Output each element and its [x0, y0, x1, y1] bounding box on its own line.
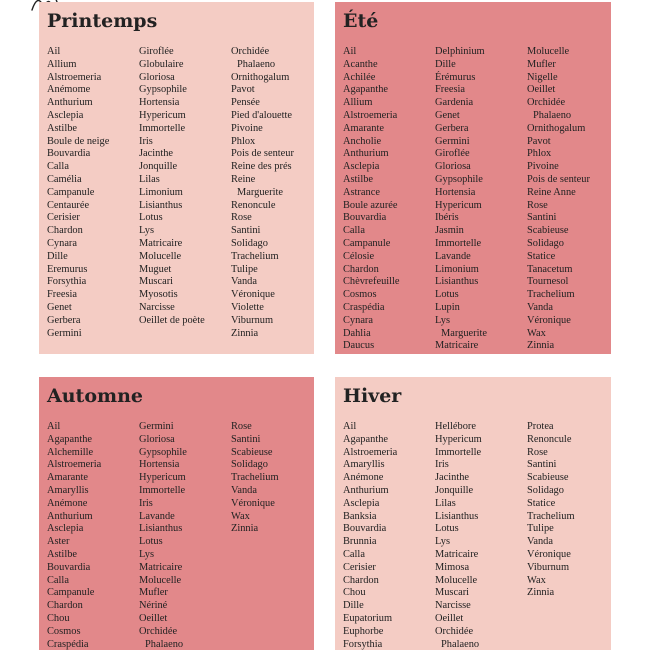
flower-name: Lupin [435, 301, 460, 313]
flower-name: Iris [139, 135, 153, 147]
flower-name: Jonquille [435, 484, 474, 496]
flower-name: Lisianthus [139, 199, 183, 211]
flower-name: Forsythia [47, 276, 87, 288]
flower-column [47, 46, 109, 340]
flower-name: Molucelle [435, 574, 478, 586]
flower-name: Pavot [231, 84, 255, 96]
flower-name: Gardenia [435, 97, 474, 109]
flower-name: Pied d'alouette [231, 109, 293, 121]
flower-name: Reine [231, 173, 256, 185]
flower-name: Campanule [343, 237, 391, 249]
flower-name: Matricaire [435, 548, 479, 560]
flower-name: Narcisse [139, 301, 175, 313]
flower-name: Lotus [435, 523, 459, 535]
flower-name: Ail [47, 421, 61, 432]
flower-name: Astrance [343, 186, 380, 198]
flower-name: Bouvardia [343, 523, 387, 535]
flower-name: Asclepia [343, 161, 380, 173]
flower-name: Phlox [527, 148, 552, 160]
flower-column [139, 46, 205, 328]
flower-name: Scabieuse [527, 225, 569, 237]
flower-name: Oeillet [527, 84, 556, 96]
flower-name: Trachelium [527, 510, 575, 522]
season-panel-3 [335, 377, 611, 650]
flower-name: Oeillet [139, 612, 168, 624]
flower-name: Célosie [343, 250, 375, 262]
flower-name: Trachelium [231, 472, 279, 484]
flower-name: Craspédia [343, 301, 385, 313]
flower-name: Globulaire [139, 58, 184, 70]
flower-name: Muscari [435, 587, 470, 599]
flower-name: Solidago [527, 484, 564, 496]
flower-name: Tulipe [527, 523, 554, 535]
flower-name: Lys [435, 314, 451, 326]
flower-name: Vanda [231, 276, 257, 288]
flower-name: Chardon [343, 574, 379, 586]
flower-name: Lotus [435, 289, 459, 301]
flower-name: Tournesol [527, 276, 569, 288]
flower-name: Mufler [139, 587, 168, 599]
flower-name: Cosmos [343, 289, 377, 301]
flower-name: Forsythia [343, 638, 383, 650]
flower-name: Lilas [139, 173, 160, 185]
flower-name: Mufler [527, 58, 556, 70]
flower-name: Gloriosa [139, 71, 175, 83]
flower-name: Lys [139, 548, 155, 560]
flower-name: Craspédia [47, 638, 89, 650]
flower-name: Jonquille [139, 161, 178, 173]
flower-name: Cynara [343, 314, 374, 326]
flower-name: Lavande [435, 250, 471, 262]
flower-name: Wax [527, 327, 546, 339]
flower-column [527, 421, 575, 600]
flower-name: Molucelle [139, 250, 182, 262]
flower-name: Zinnia [231, 523, 259, 535]
flower-name: Limonium [435, 263, 479, 275]
flower-name: Wax [527, 574, 546, 586]
flower-name: Pensée [231, 97, 260, 109]
flower-name: Phlox [231, 135, 256, 147]
flower-name: Astilbe [47, 548, 78, 560]
flower-name: Allium [47, 58, 77, 70]
flower-name: Bouvardia [47, 148, 91, 160]
flower-name: Nériné [139, 600, 168, 612]
flower-name: Viburnum [231, 314, 274, 326]
flower-name: Alchemille [47, 446, 94, 458]
flower-name: Statice [527, 497, 556, 509]
flower-name: Gypsophile [435, 173, 483, 185]
flower-name: Viburnum [527, 561, 570, 573]
flower-name: Zinnia [527, 587, 555, 599]
flower-name: Asclepia [343, 497, 380, 509]
flower-name: Pivoine [527, 161, 559, 173]
flower-name: Pivoine [231, 122, 263, 134]
flower-name: Astilbe [47, 122, 78, 134]
flower-name: Camélia [47, 173, 82, 185]
flower-name: Hellébore [435, 421, 476, 432]
flower-name: Pois de senteur [231, 148, 294, 160]
flower-name: Calla [47, 161, 69, 173]
flower-name: Ornithogalum [231, 71, 290, 83]
season-panel-0 [39, 2, 314, 354]
flower-name: Marguerite [441, 327, 487, 339]
flower-name: Lavande [139, 510, 175, 522]
flower-name: Solidago [231, 459, 268, 471]
flower-name: Santini [231, 225, 261, 237]
flower-name: Matricaire [139, 561, 183, 573]
flower-name: Ancholie [343, 135, 382, 147]
flower-name: Boule de neige [47, 135, 110, 147]
flower-name: Germini [47, 327, 82, 339]
flower-name: Chou [343, 587, 366, 599]
flower-name: Renoncule [231, 199, 276, 211]
flower-name: Ail [343, 46, 357, 57]
flower-name: Matricaire [435, 340, 479, 352]
flower-name: Dahlia [343, 327, 371, 339]
flower-name: Pois de senteur [527, 173, 590, 185]
flower-name: Immortelle [139, 484, 186, 496]
flower-name: Dille [343, 600, 364, 612]
flower-column [435, 421, 482, 650]
flower-name: Ail [47, 46, 61, 57]
flower-name: Reine Anne [527, 186, 576, 198]
flower-name: Iris [435, 459, 449, 471]
flower-name: Zinnia [231, 327, 259, 339]
flower-name: Agapanthe [343, 433, 389, 445]
flower-name: Amarante [47, 472, 88, 484]
flower-name: Alstroemeria [47, 71, 102, 83]
season-panel-1 [335, 2, 611, 354]
flower-column [139, 421, 187, 650]
flower-name: Gloriosa [435, 161, 471, 173]
flower-name: Giroflée [435, 148, 470, 160]
flower-name: Eupatorium [343, 612, 393, 624]
flower-name: Myosotis [139, 289, 178, 301]
flower-name: Vanda [527, 536, 553, 548]
flower-name: Marguerite [237, 186, 283, 198]
flower-name: Germini [139, 421, 174, 432]
flower-name: Freesia [47, 289, 78, 301]
season-title: Hiver [343, 385, 402, 407]
flower-name: Limonium [139, 186, 183, 198]
flower-name: Immortelle [435, 446, 482, 458]
flower-name: Ornithogalum [527, 122, 586, 134]
flower-name: Phalaeno [533, 109, 572, 121]
flower-name: Amarante [343, 122, 384, 134]
flower-name: Lys [435, 536, 451, 548]
flower-name: Genet [47, 301, 72, 313]
flower-name: Vanda [231, 484, 257, 496]
flower-name: Lotus [139, 536, 163, 548]
flower-name: Protea [527, 421, 554, 432]
flower-name: Hypericum [435, 199, 482, 211]
flower-name: Chou [47, 612, 70, 624]
season-title: Printemps [47, 10, 158, 32]
flower-name: Narcisse [435, 600, 471, 612]
flower-name: Phalaeno [441, 638, 480, 650]
flower-name: Genet [435, 109, 460, 121]
flower-name: Bouvardia [47, 561, 91, 573]
flower-name: Solidago [527, 237, 564, 249]
flower-column [47, 421, 101, 650]
flower-name: Lisianthus [435, 276, 479, 288]
flower-name: Jacinthe [139, 148, 174, 160]
flower-name: Alstroemeria [343, 109, 398, 121]
flower-name: Violette [231, 301, 264, 313]
flower-name: Freesia [435, 84, 466, 96]
season-panel-2 [39, 377, 314, 650]
flower-name: Orchidée [231, 46, 270, 57]
flower-name: Véronique [527, 314, 571, 326]
flower-name: Amaryllis [343, 459, 385, 471]
flower-name: Vanda [527, 301, 553, 313]
flower-name: Agapanthe [343, 84, 389, 96]
flower-name: Chardon [343, 263, 379, 275]
flower-name: Chèvrefeuille [343, 276, 400, 288]
flower-name: Jacinthe [435, 472, 470, 484]
flower-name: Hypericum [435, 433, 482, 445]
flower-name: Mimosa [435, 561, 470, 573]
flower-name: Astilbe [343, 173, 374, 185]
flower-name: Cerisier [343, 561, 376, 573]
flower-name: Scabieuse [527, 472, 569, 484]
flower-name: Lisianthus [139, 523, 183, 535]
flower-name: Matricaire [139, 237, 183, 249]
flower-name: Lilas [435, 497, 456, 509]
flower-name: Lotus [139, 212, 163, 224]
flower-name: Alstroemeria [343, 446, 398, 458]
flower-name: Gloriosa [139, 433, 175, 445]
flower-name: Germini [435, 135, 470, 147]
flower-name: Molucelle [139, 574, 182, 586]
flower-name: Orchidée [527, 97, 566, 109]
flower-name: Iris [139, 497, 153, 509]
flower-name: Scabieuse [231, 446, 273, 458]
flower-name: Reine des prés [231, 161, 292, 173]
flower-name: Véronique [231, 289, 275, 301]
flower-name: Rose [231, 421, 252, 432]
flower-column [231, 46, 294, 340]
flower-name: Hortensia [139, 459, 180, 471]
flower-name: Oeillet de poète [139, 314, 205, 326]
flower-name: Muguet [139, 263, 172, 275]
flower-name: Centaurée [47, 199, 90, 211]
flower-name: Immortelle [139, 122, 186, 134]
flower-name: Anthurium [343, 148, 389, 160]
flower-name: Hypericum [139, 472, 186, 484]
season-title: Été [343, 10, 379, 32]
flower-name: Campanule [47, 587, 95, 599]
flower-name: Amaryllis [47, 484, 89, 496]
flower-column [231, 421, 279, 536]
flower-name: Chardon [47, 225, 83, 237]
flower-name: Orchidée [139, 625, 178, 637]
flower-name: Ibéris [435, 212, 459, 224]
flower-name: Rose [231, 212, 252, 224]
flower-name: Nigelle [527, 71, 558, 83]
flower-name: Anémone [47, 497, 88, 509]
flower-name: Allium [343, 97, 373, 109]
flower-name: Jasmin [435, 225, 464, 237]
flower-column [343, 421, 397, 650]
flower-name: Chardon [47, 600, 83, 612]
flower-name: Hortensia [435, 186, 476, 198]
flower-name: Eremurus [47, 263, 88, 275]
flower-name: Anthurium [47, 510, 93, 522]
flower-name: Santini [231, 433, 261, 445]
flower-name: Asclepia [47, 109, 84, 121]
flower-name: Ail [343, 421, 357, 432]
flower-name: Calla [343, 225, 365, 237]
flower-column [435, 46, 487, 353]
flower-name: Gypsophile [139, 84, 187, 96]
flower-name: Cosmos [47, 625, 81, 637]
flower-name: Delphinium [435, 46, 485, 57]
flower-name: Pavot [527, 135, 551, 147]
flower-name: Phalaeno [237, 58, 276, 70]
flower-name: Gerbera [435, 122, 469, 134]
flower-name: Calla [47, 574, 69, 586]
flower-name: Trachelium [231, 250, 279, 262]
flower-name: Campanule [47, 186, 95, 198]
season-title: Automne [47, 385, 144, 407]
flower-name: Véronique [231, 497, 275, 509]
flower-name: Boule azurée [343, 199, 398, 211]
flower-column [343, 46, 400, 353]
flower-name: Santini [527, 212, 557, 224]
flower-name: Trachelium [527, 289, 575, 301]
flower-name: Bouvardia [343, 212, 387, 224]
flower-name: Cynara [47, 237, 78, 249]
flower-name: Orchidée [435, 625, 474, 637]
flower-name: Véronique [527, 548, 571, 560]
flower-name: Anthurium [343, 484, 389, 496]
flower-name: Calla [343, 548, 365, 560]
flower-name: Asclepia [47, 523, 84, 535]
flower-name: Daucus [343, 340, 375, 352]
flower-name: Rose [527, 446, 548, 458]
flower-name: Rose [527, 199, 548, 211]
flower-name: Solidago [231, 237, 268, 249]
flower-name: Anthurium [47, 97, 93, 109]
flower-name: Lys [139, 225, 155, 237]
flower-name: Renoncule [527, 433, 572, 445]
flower-name: Aster [47, 536, 70, 548]
flower-name: Molucelle [527, 46, 570, 57]
flower-column [527, 46, 590, 353]
flower-name: Dille [47, 250, 68, 262]
flower-name: Gypsophile [139, 446, 187, 458]
flower-name: Santini [527, 459, 557, 471]
flower-name: Brunnia [343, 536, 377, 548]
flower-name: Oeillet [435, 612, 464, 624]
flower-name: Anémone [343, 472, 384, 484]
flower-name: Cerisier [47, 212, 80, 224]
flower-name: Phalaeno [145, 638, 184, 650]
flower-name: Anémome [47, 84, 91, 96]
flower-name: Lisianthus [435, 510, 479, 522]
flower-name: Agapanthe [47, 433, 93, 445]
flower-name: Acanthe [343, 58, 378, 70]
flower-name: Hypericum [139, 109, 186, 121]
flower-name: Immortelle [435, 237, 482, 249]
flower-name: Euphorbe [343, 625, 384, 637]
flower-name: Muscari [139, 276, 174, 288]
flower-name: Tanacetum [527, 263, 573, 275]
flower-name: Statice [527, 250, 556, 262]
flower-name: Gerbera [47, 314, 81, 326]
flower-name: Alstroemeria [47, 459, 102, 471]
flower-name: Érémurus [435, 71, 476, 83]
flower-name: Zinnia [527, 340, 555, 352]
flower-name: Hortensia [139, 97, 180, 109]
flower-name: Tulipe [231, 263, 258, 275]
flower-name: Giroflée [139, 46, 174, 57]
flower-name: Dille [435, 58, 456, 70]
flower-name: Banksia [343, 510, 377, 522]
flower-name: Achilée [343, 71, 376, 83]
flower-name: Wax [231, 510, 250, 522]
